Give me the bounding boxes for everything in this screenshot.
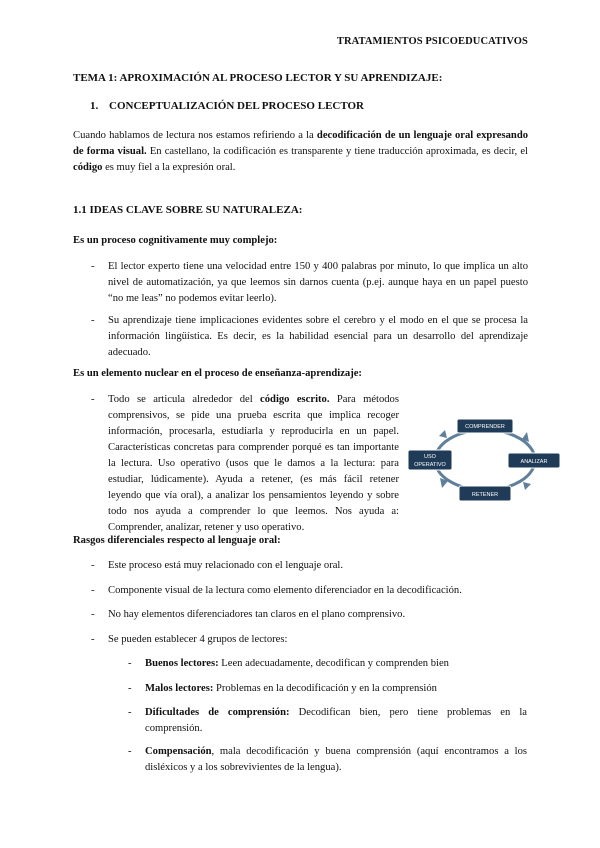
reader-group-desc: Problemas en la decodificación y en la comprensión bbox=[213, 683, 437, 694]
list-item-text: Componente visual de la lectura como elemento diferenciador en la decodificación. bbox=[108, 585, 462, 596]
comprender-label: COMPRENDER bbox=[465, 424, 505, 430]
reader-group-label: Dificultades de comprensión: bbox=[145, 707, 290, 718]
intro-bold-2: código bbox=[73, 162, 103, 173]
dash-marker: - bbox=[128, 707, 132, 718]
code-bold: código escrito. bbox=[260, 394, 330, 405]
comprender-node bbox=[457, 419, 513, 433]
section-1-heading bbox=[90, 100, 364, 112]
intro-text-3: es muy fiel a la expresión oral. bbox=[102, 162, 236, 173]
section-1-1-heading: 1.1 IDEAS CLAVE SOBRE SU NATURALEZA: bbox=[73, 204, 303, 216]
code-text-2: Para métodos comprensivos, se pide una prueba escrita que implica recoger información, procesarla, estudiarla y reproducirla en un papel. Características concretas para comprender porqué es tan importante la lectura. Uso operativo (usos que le damos a la lectura: para estudiar, lúdicamente). Ayuda a retener, (es más fácil retener leyendo que vía oral), a analizar los pensamientos leyendo y sobre todo nos ayuda a comprender lo que leemos. Nos ayuda a: Comprender, analizar, retener y uso operativo. bbox=[108, 394, 399, 533]
code-text-1: Todo se articula alrededor del bbox=[108, 394, 261, 405]
dash-marker: - bbox=[91, 585, 95, 596]
reader-group-text bbox=[145, 744, 527, 776]
sub-heading-nuclear: Es un elemento nuclear en el proceso de enseñanza-aprendizaje: bbox=[73, 368, 362, 379]
intro-paragraph bbox=[73, 128, 528, 176]
reader-group-desc: Decodifican bien, pero tiene problemas en la comprensión. bbox=[145, 707, 528, 734]
sub-heading-differences: Rasgos diferenciales respecto al lenguaje oral: bbox=[73, 535, 281, 546]
uso-operativo-node bbox=[408, 450, 452, 470]
reader-group-label: Compensación bbox=[145, 746, 212, 757]
dash-marker: - bbox=[128, 746, 132, 757]
intro-bold-1: decodificación de un lenguaje oral expresando de forma visual. bbox=[73, 130, 529, 157]
list-item-text bbox=[108, 392, 399, 536]
dash-marker: - bbox=[91, 394, 95, 405]
list-item-text: Este proceso está muy relacionado con el lenguaje oral. bbox=[108, 560, 344, 571]
list-item-text: Se pueden establecer 4 grupos de lectores: bbox=[108, 634, 288, 645]
reader-group-label: Malos lectores: bbox=[145, 683, 214, 694]
intro-text-2: En castellano, la codificación es transparente y tiene traducción aproximada, es decir, el bbox=[146, 146, 528, 157]
dash-marker: - bbox=[91, 261, 95, 272]
reader-group-text bbox=[145, 705, 527, 737]
reader-group-desc: , mala decodificación y buena comprensión (aquí encontramos a los disléxicos y a los sobrevivientes de la lengua). bbox=[145, 746, 527, 773]
tema-title: TEMA 1: APROXIMACIÓN AL PROCESO LECTOR Y SU APRENDIZAJE: bbox=[73, 72, 443, 84]
dash-marker: - bbox=[91, 609, 95, 620]
dash-marker: - bbox=[128, 683, 132, 694]
reader-group-text bbox=[145, 681, 527, 697]
dash-marker: - bbox=[91, 315, 95, 326]
section-1-number: 1. bbox=[90, 100, 99, 112]
analizar-label: ANALIZAR bbox=[520, 459, 548, 465]
running-header: TRATAMIENTOS PSICOEDUCATIVOS bbox=[336, 36, 528, 47]
list-item-text: Su aprendizaje tiene implicaciones evidentes sobre el cerebro y el modo en el que se procesa la información lingüística. Es decir, es la habilidad esencial para un desarrollo del aprendizaje adecuado. bbox=[108, 315, 528, 358]
analizar-node bbox=[508, 453, 560, 468]
intro-text-1: Cuando hablamos de lectura nos estamos refiriendo a la bbox=[73, 130, 317, 141]
dash-marker: - bbox=[128, 658, 132, 669]
uso-label: USO bbox=[424, 454, 436, 460]
retener-label: RETENER bbox=[471, 492, 499, 498]
dash-marker: - bbox=[91, 634, 95, 645]
reader-group-label: Buenos lectores: bbox=[145, 658, 219, 669]
sub-heading-complex: Es un proceso cognitivamente muy complejo: bbox=[73, 235, 278, 246]
operativo-label: OPERATIVO bbox=[414, 462, 446, 468]
list-item-text: El lector experto tiene una velocidad entre 150 y 400 palabras por minuto, lo que implica un alto nivel de automatización, ya que leemos sin darnos cuenta (p.ej. aunque haya en un papel puesto “no me leas” no podemos evitar leerlo). bbox=[108, 261, 528, 304]
list-item-text: No hay elementos diferenciadores tan claros en el plano comprensivo. bbox=[108, 609, 406, 620]
retener-node bbox=[459, 486, 511, 501]
reader-group-text bbox=[145, 656, 527, 672]
dash-marker: - bbox=[91, 560, 95, 571]
reading-cycle-diagram bbox=[405, 412, 565, 508]
section-1-title: CONCEPTUALIZACIÓN DEL PROCESO LECTOR bbox=[109, 100, 364, 112]
reader-group-desc: Leen adecuadamente, decodifican y comprenden bien bbox=[218, 658, 449, 669]
